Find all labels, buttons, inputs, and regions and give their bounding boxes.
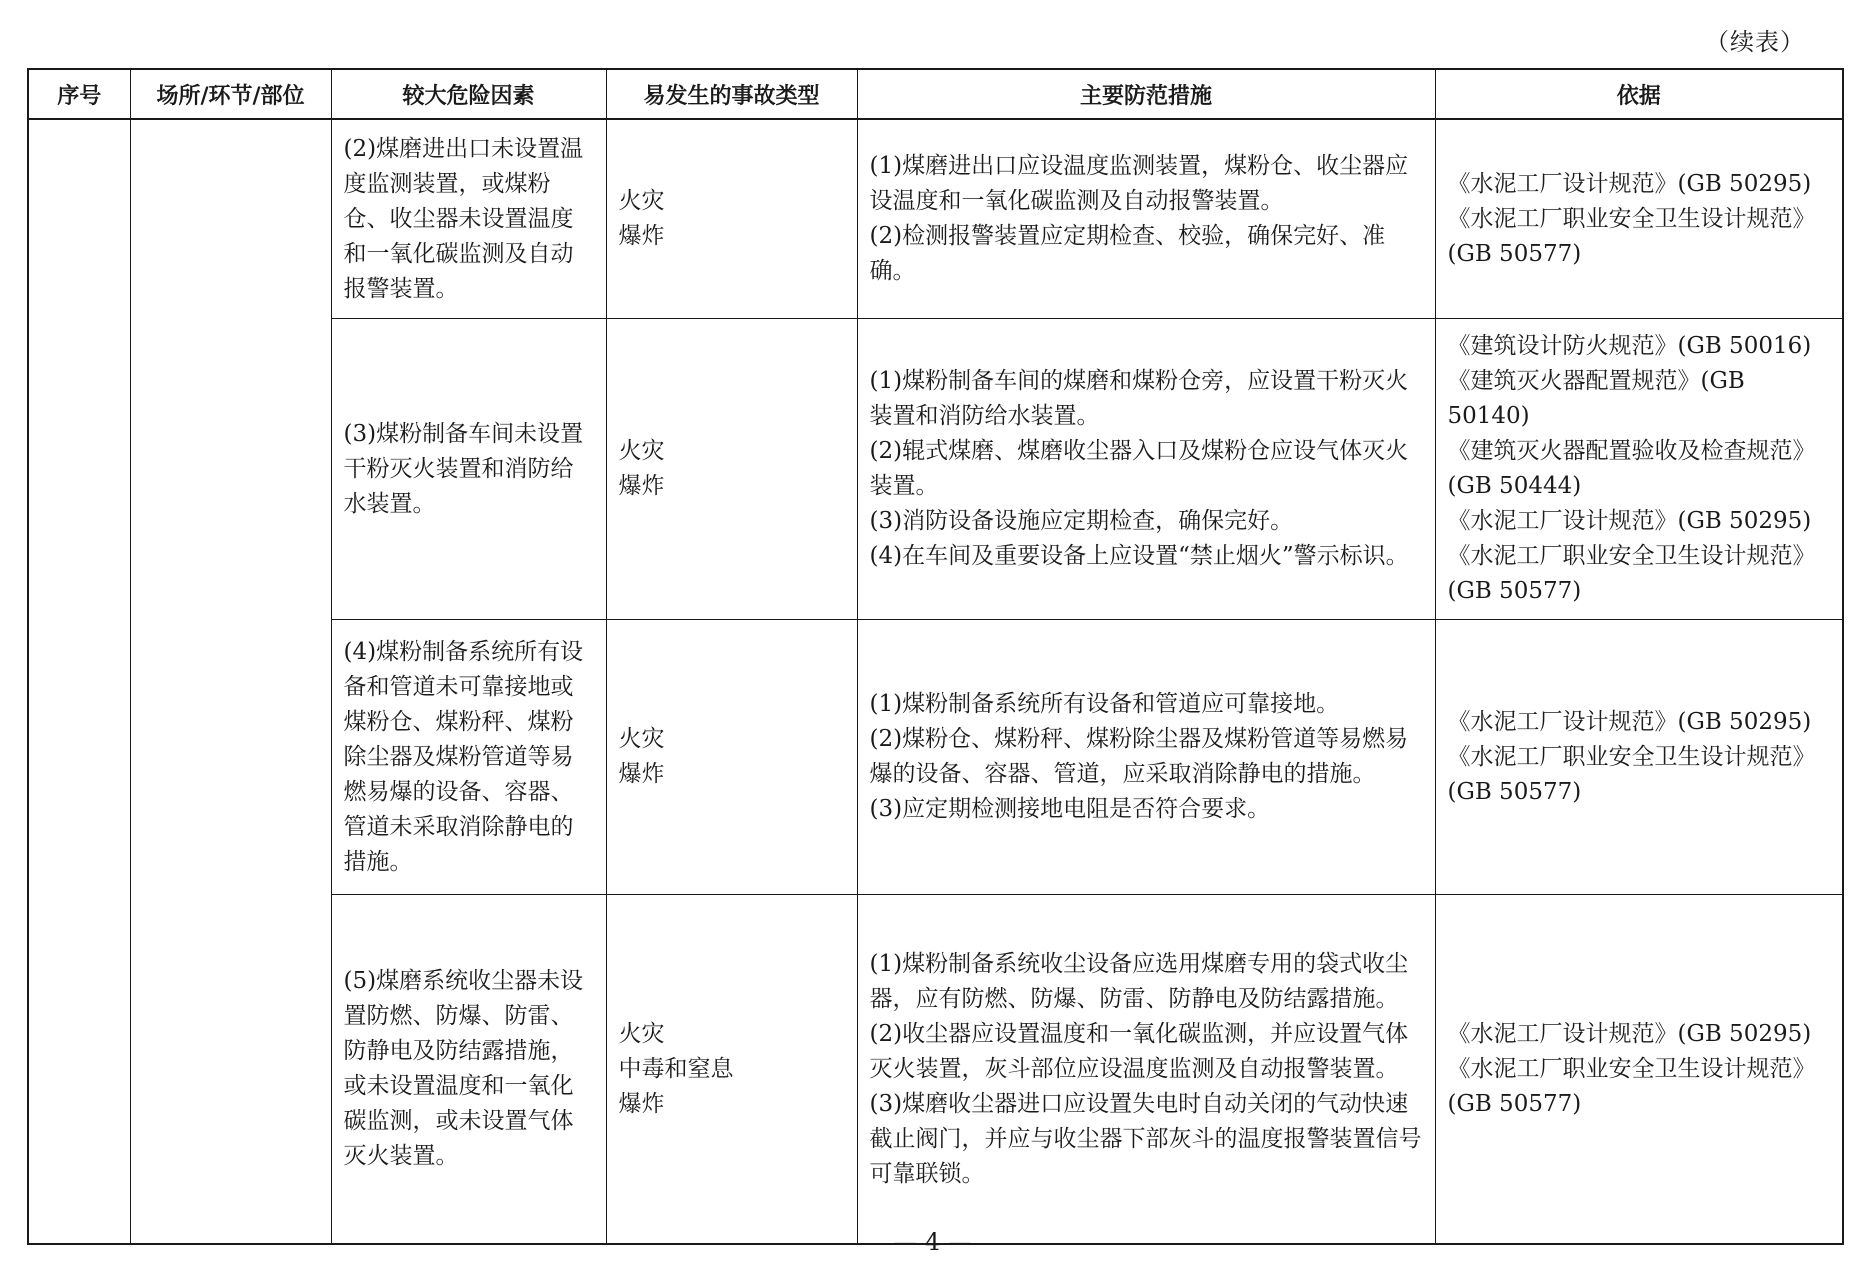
location-cell: [130, 119, 331, 1244]
measure-item: (2)辊式煤磨、煤磨收尘器入口及煤粉仓应设气体灭火装置。: [869, 438, 1409, 499]
basis-item: 《水泥工厂设计规范》(GB 50295): [1447, 708, 1812, 735]
hazard-table: [27, 68, 1844, 1245]
hazard-cell: (2)煤磨进出口未设置温度监测装置，或煤粉仓、收尘器未设置温度和一氧化碳监测及自动报警装置。: [331, 119, 606, 319]
measure-item: (1)煤磨进出口应设温度监测装置，煤粉仓、收尘器应设温度和一氧化碳监测及自动报警装置。: [869, 153, 1409, 214]
basis-item: 《水泥工厂职业安全卫生设计规范》(GB 50577): [1447, 1055, 1816, 1117]
accident-type-cell: [606, 895, 857, 1245]
measures-cell: [857, 895, 1435, 1245]
basis-cell: [1435, 319, 1843, 620]
measure-item: (1)煤粉制备车间的煤磨和煤粉仓旁，应设置干粉灭火装置和消防给水装置。: [869, 368, 1409, 429]
table-row: [28, 119, 1843, 319]
measures-cell: [857, 119, 1435, 319]
accident-type: 火灾: [618, 188, 665, 214]
measure-item: (2)煤粉仓、煤粉秤、煤粉除尘器及煤粉管道等易燃易爆的设备、容器、管道，应采取消除静电的措施。: [869, 726, 1409, 787]
measures-cell: [857, 620, 1435, 895]
measure-item: (2)收尘器应设置温度和一氧化碳监测，并应设置气体灭火装置，灰斗部位应设温度监测及自动报警装置。: [869, 1020, 1409, 1082]
header-location: 场所/环节/部位: [130, 69, 331, 119]
measure-item: (1)煤粉制备系统所有设备和管道应可靠接地。: [869, 691, 1340, 717]
measure-item: (1)煤粉制备系统收尘设备应选用煤磨专用的袋式收尘器，应有防燃、防爆、防雷、防静电及防结露措施。: [869, 950, 1409, 1012]
accident-type-cell: [606, 319, 857, 620]
basis-item: 《水泥工厂职业安全卫生设计规范》(GB 50577): [1447, 543, 1816, 604]
accident-type-cell: [606, 620, 857, 895]
basis-item: 《建筑设计防火规范》(GB 50016): [1447, 333, 1812, 359]
measure-item: (2)检测报警装置应定期检查、校验，确保完好、准确。: [869, 223, 1386, 284]
no-cell: [28, 119, 130, 1244]
continued-label: （续表）: [1705, 28, 1805, 56]
measure-item: (3)消防设备设施应定期检查，确保完好。: [869, 508, 1294, 534]
hazard-cell: (5)煤磨系统收尘器未设置防燃、防爆、防雷、防静电及防结露措施，或未设置温度和一氧化碳监测，或未设置气体灭火装置。: [331, 895, 606, 1245]
measure-item: (3)煤磨收尘器进口应设置失电时自动关闭的气动快速截止阀门，并应与收尘器下部灰斗的温度报警装置信号可靠联锁。: [869, 1090, 1422, 1187]
measures-cell: [857, 319, 1435, 620]
measure-item: (3)应定期检测接地电阻是否符合要求。: [869, 796, 1271, 822]
basis-item: 《水泥工厂职业安全卫生设计规范》(GB 50577): [1447, 205, 1816, 267]
page-number: — 4 —: [893, 1228, 972, 1256]
accident-type: 爆炸: [618, 761, 665, 787]
basis-item: 《水泥工厂设计规范》(GB 50295): [1447, 170, 1812, 197]
basis-item: 《水泥工厂职业安全卫生设计规范》(GB 50577): [1447, 743, 1816, 805]
header-hazard: 较大危险因素: [331, 69, 606, 119]
basis-item: 《水泥工厂设计规范》(GB 50295): [1447, 1020, 1812, 1047]
header-measures: 主要防范措施: [857, 69, 1435, 119]
accident-type: 火灾: [618, 438, 665, 464]
accident-type: 爆炸: [618, 473, 665, 499]
hazard-cell: (3)煤粉制备车间未设置干粉灭火装置和消防给水装置。: [331, 319, 606, 620]
header-basis: 依据: [1435, 69, 1843, 119]
basis-cell: [1435, 895, 1843, 1245]
accident-type: 中毒和窒息: [618, 1055, 734, 1082]
header-row: [28, 69, 1843, 119]
header-no: 序号: [28, 69, 130, 119]
basis-item: 《水泥工厂设计规范》(GB 50295): [1447, 508, 1812, 534]
header-accident-type: 易发生的事故类型: [606, 69, 857, 119]
basis-item: 《建筑灭火器配置规范》(GB 50140): [1447, 368, 1745, 429]
basis-item: 《建筑灭火器配置验收及检查规范》(GB 50444): [1447, 438, 1816, 499]
accident-type: 火灾: [618, 726, 665, 752]
accident-type: 爆炸: [618, 1090, 665, 1117]
measure-item: (4)在车间及重要设备上应设置“禁止烟火”警示标识。: [869, 543, 1409, 569]
basis-cell: [1435, 119, 1843, 319]
accident-type-cell: [606, 119, 857, 319]
accident-type: 火灾: [618, 1020, 665, 1047]
hazard-cell: (4)煤粉制备系统所有设备和管道未可靠接地或煤粉仓、煤粉秤、煤粉除尘器及煤粉管道等易燃易爆的设备、容器、管道未采取消除静电的措施。: [331, 620, 606, 895]
accident-type: 爆炸: [618, 223, 665, 249]
basis-cell: [1435, 620, 1843, 895]
